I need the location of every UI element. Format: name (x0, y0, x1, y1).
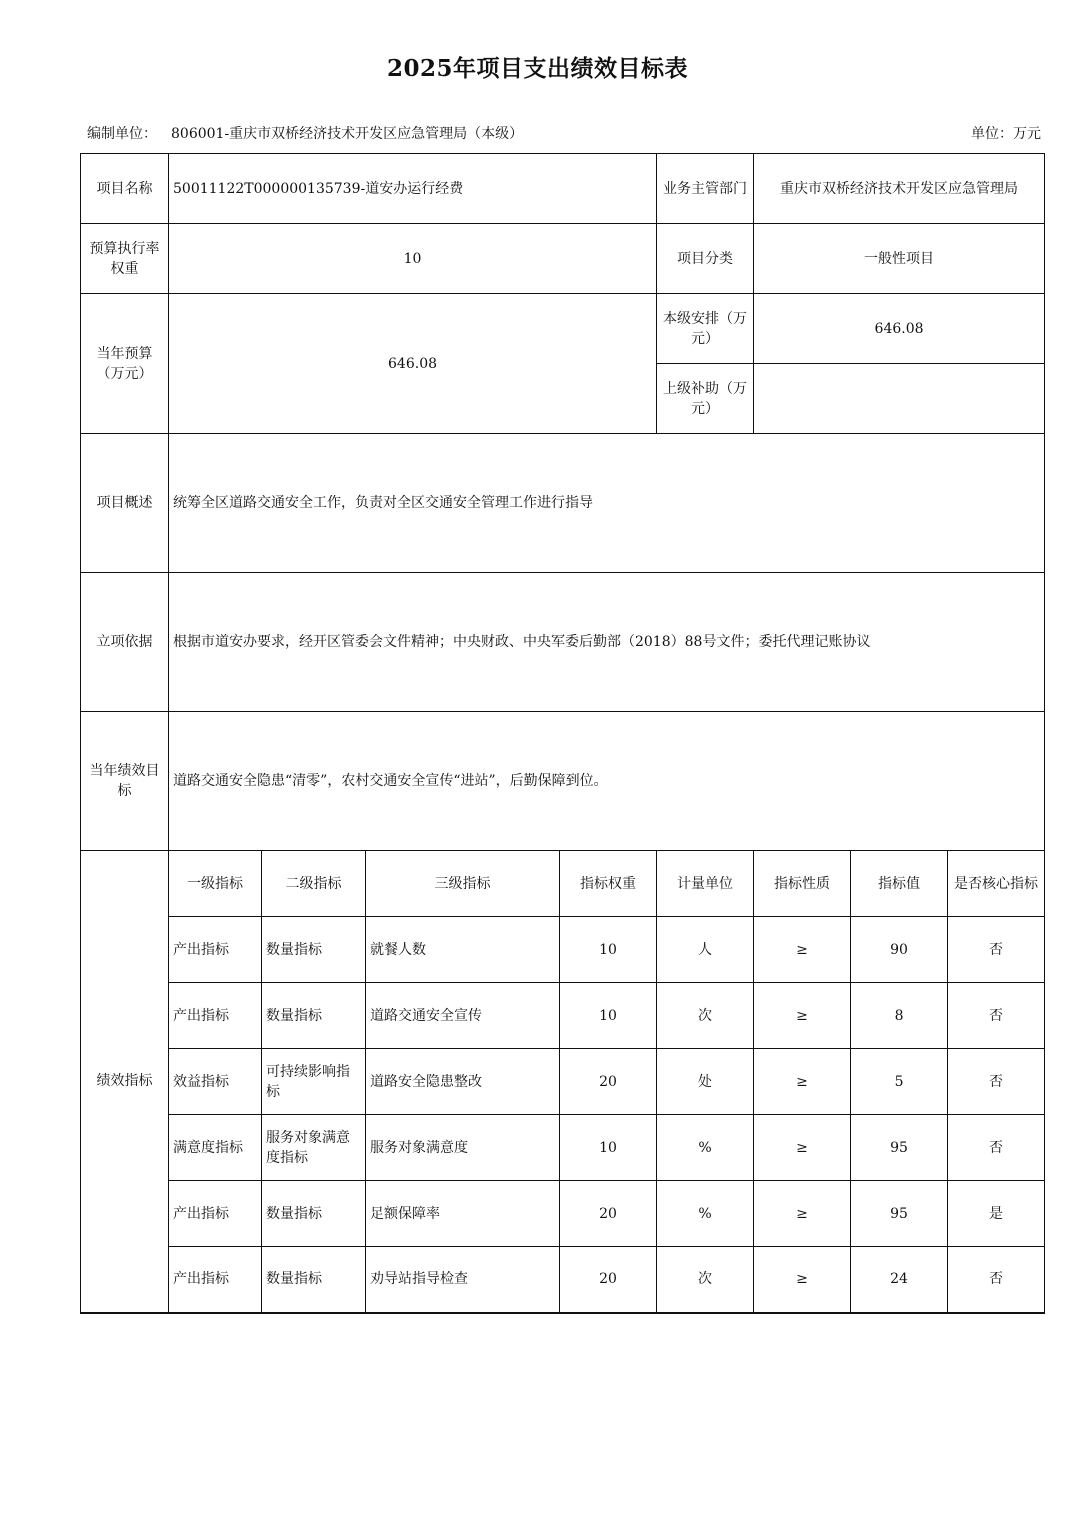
basis-label: 立项依据 (81, 573, 169, 712)
unit-label: 单位：万元 (971, 126, 1041, 142)
weight-cell: 10 (560, 917, 657, 983)
unit-cell: % (657, 1181, 754, 1247)
basis-value: 根据市道安办要求，经开区管委会文件精神；中央财政、中央军委后勤部（2018）88号文件；委托代理记账协议 (169, 573, 1045, 712)
level3-cell: 就餐人数 (366, 917, 560, 983)
level1-cell: 产出指标 (169, 1247, 262, 1313)
dept-value: 重庆市双桥经济技术开发区应急管理局 (754, 154, 1045, 224)
local-value: 646.08 (754, 294, 1045, 364)
nature-cell: ≥ (754, 917, 851, 983)
page-title: 2025年项目支出绩效目标表 (386, 55, 688, 82)
indicator-header: 指标权重 (560, 851, 657, 917)
level1-cell: 产出指标 (169, 917, 262, 983)
superior-label: 上级补助（万元） (657, 364, 754, 434)
weight-cell: 10 (560, 1115, 657, 1181)
level2-cell: 数量指标 (262, 917, 366, 983)
level1-cell: 效益指标 (169, 1049, 262, 1115)
core-cell: 否 (948, 1247, 1045, 1313)
table-row (81, 1049, 1045, 1115)
level2-cell: 数量指标 (262, 1181, 366, 1247)
level1-cell: 产出指标 (169, 1181, 262, 1247)
weight-cell: 20 (560, 1181, 657, 1247)
level1-cell: 产出指标 (169, 983, 262, 1049)
unit-cell: 次 (657, 983, 754, 1049)
indicator-header: 指标值 (851, 851, 948, 917)
overview-label: 项目概述 (81, 434, 169, 573)
table-row (81, 1247, 1045, 1313)
core-cell: 否 (948, 1115, 1045, 1181)
value-cell: 95 (851, 1181, 948, 1247)
weight-value: 10 (169, 224, 657, 294)
level2-cell: 可持续影响指标 (262, 1049, 366, 1115)
table-row (81, 983, 1045, 1049)
category-value: 一般性项目 (754, 224, 1045, 294)
level2-cell: 服务对象满意度指标 (262, 1115, 366, 1181)
nature-cell: ≥ (754, 1115, 851, 1181)
overview-value: 统筹全区道路交通安全工作，负责对全区交通安全管理工作进行指导 (169, 434, 1045, 573)
nature-cell: ≥ (754, 1247, 851, 1313)
category-label: 项目分类 (657, 224, 754, 294)
indicators-section-label: 绩效指标 (81, 851, 169, 1313)
level3-cell: 道路安全隐患整改 (366, 1049, 560, 1115)
core-cell: 否 (948, 917, 1045, 983)
unit-cell: 次 (657, 1247, 754, 1313)
indicator-header: 一级指标 (169, 851, 262, 917)
goal-value: 道路交通安全隐患“清零”，农村交通安全宣传“进站”，后勤保障到位。 (169, 712, 1045, 851)
table-row (81, 917, 1045, 983)
indicator-header: 三级指标 (366, 851, 560, 917)
value-cell: 95 (851, 1115, 948, 1181)
weight-label: 预算执行率权重 (81, 224, 169, 294)
org-label: 编制单位： (87, 126, 157, 142)
value-cell: 90 (851, 917, 948, 983)
unit-cell: % (657, 1115, 754, 1181)
level2-cell: 数量指标 (262, 1247, 366, 1313)
budget-value: 646.08 (169, 294, 657, 434)
unit-cell: 人 (657, 917, 754, 983)
level3-cell: 道路交通安全宣传 (366, 983, 560, 1049)
goal-label: 当年绩效目标 (81, 712, 169, 851)
project-name-value: 50011122T000000135739-道安办运行经费 (169, 154, 657, 224)
table-row (81, 1115, 1045, 1181)
weight-cell: 20 (560, 1049, 657, 1115)
indicator-header: 二级指标 (262, 851, 366, 917)
org-value: 806001-重庆市双桥经济技术开发区应急管理局（本级） (171, 126, 524, 142)
value-cell: 8 (851, 983, 948, 1049)
indicator-header: 指标性质 (754, 851, 851, 917)
level3-cell: 服务对象满意度 (366, 1115, 560, 1181)
budget-label: 当年预算（万元） (81, 294, 169, 434)
indicator-header: 计量单位 (657, 851, 754, 917)
project-name-label: 项目名称 (81, 154, 169, 224)
nature-cell: ≥ (754, 1049, 851, 1115)
level2-cell: 数量指标 (262, 983, 366, 1049)
level3-cell: 劝导站指导检查 (366, 1247, 560, 1313)
performance-table (80, 153, 1045, 1314)
core-cell: 否 (948, 983, 1045, 1049)
weight-cell: 20 (560, 1247, 657, 1313)
nature-cell: ≥ (754, 983, 851, 1049)
weight-cell: 10 (560, 983, 657, 1049)
core-cell: 否 (948, 1049, 1045, 1115)
superior-value (754, 364, 1045, 434)
core-cell: 是 (948, 1181, 1045, 1247)
level1-cell: 满意度指标 (169, 1115, 262, 1181)
value-cell: 5 (851, 1049, 948, 1115)
org-line (87, 123, 523, 143)
unit-cell: 处 (657, 1049, 754, 1115)
nature-cell: ≥ (754, 1181, 851, 1247)
local-label: 本级安排（万元） (657, 294, 754, 364)
indicator-header: 是否核心指标 (948, 851, 1045, 917)
table-row (81, 1181, 1045, 1247)
dept-label: 业务主管部门 (657, 154, 754, 224)
level3-cell: 足额保障率 (366, 1181, 560, 1247)
value-cell: 24 (851, 1247, 948, 1313)
